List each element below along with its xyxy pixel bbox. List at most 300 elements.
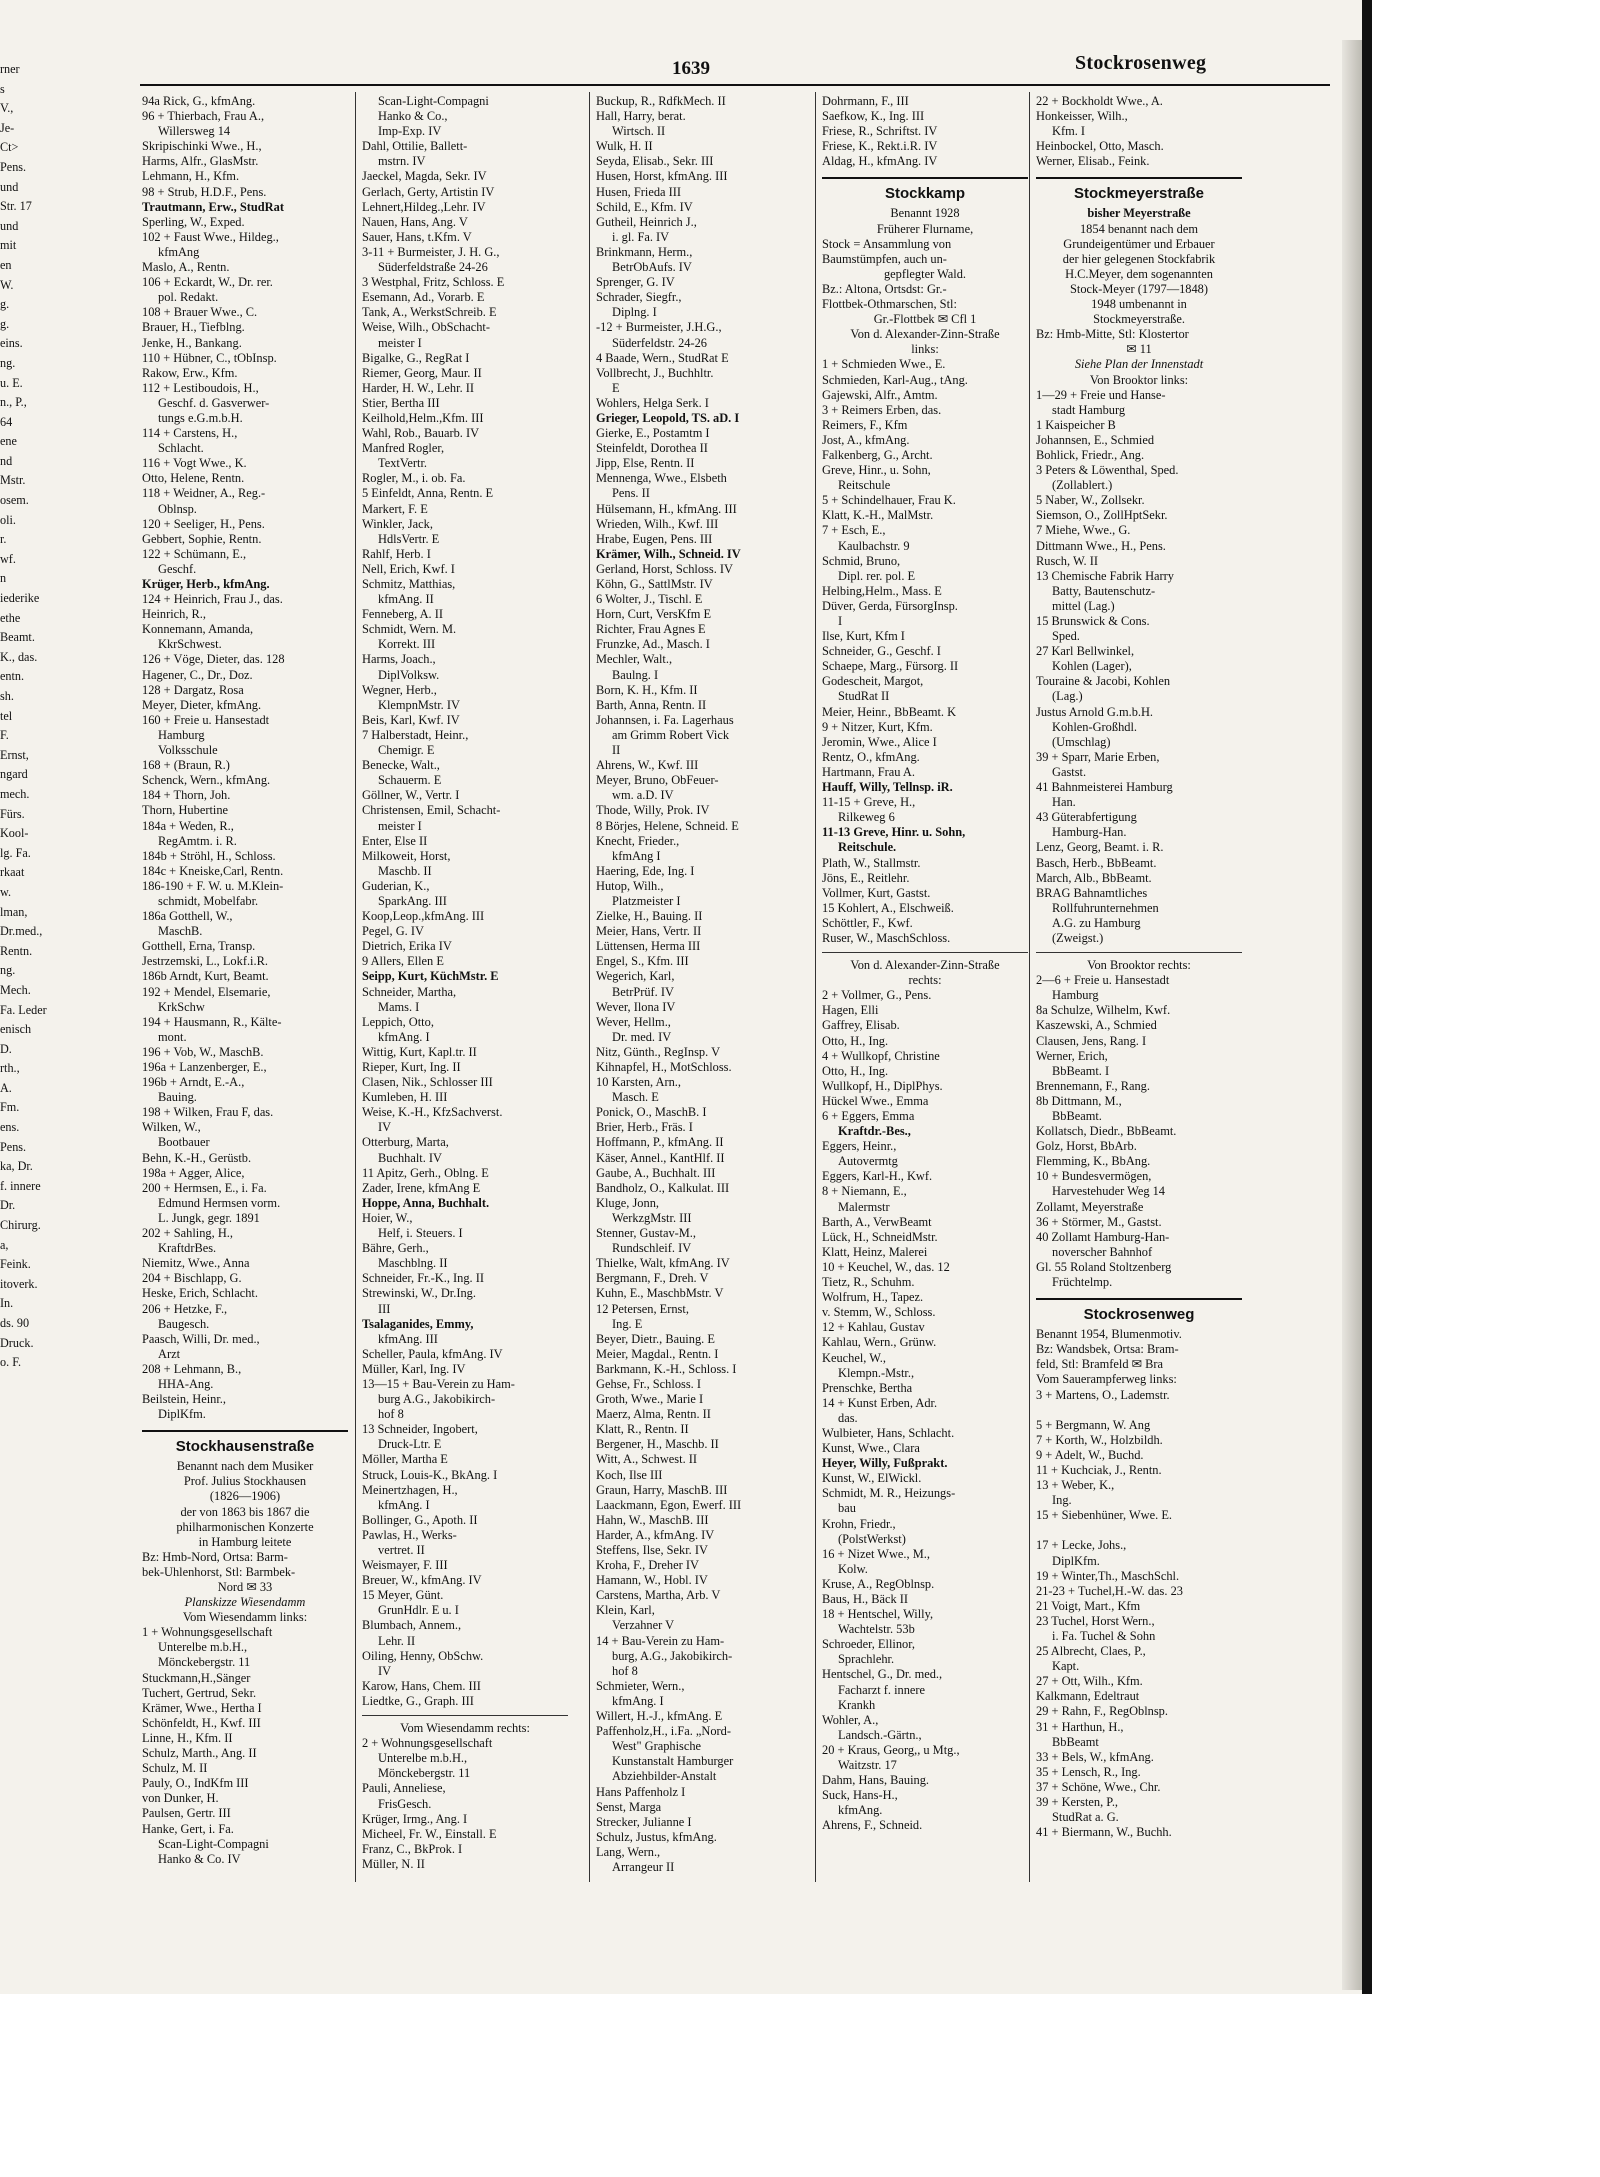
directory-line: Frunzke, Ad., Masch. I bbox=[596, 637, 710, 652]
directory-line: 33 + Bels, W., kfmAng. bbox=[1036, 1749, 1154, 1764]
edge-fragment: ethe bbox=[0, 610, 21, 625]
directory-line: Hoffmann, P., kfmAng. II bbox=[596, 1135, 724, 1150]
edge-fragment: ds. 90 bbox=[0, 1316, 30, 1330]
directory-line: Käser, Annel., KantHlf. II bbox=[596, 1150, 725, 1165]
directory-line: 6 + Eggers, Emma bbox=[822, 1109, 915, 1123]
edge-fragment: w. bbox=[0, 884, 12, 899]
directory-line: Jestrzemski, L., Lokf.i.R. bbox=[142, 954, 268, 969]
directory-line: Imp-Exp. IV bbox=[378, 124, 442, 139]
directory-line: Wever, Ilona IV bbox=[596, 999, 676, 1014]
directory-line: 10 + Keuchel, W., das. 12 bbox=[822, 1259, 950, 1274]
directory-line: Flemming, K., BbAng. bbox=[1036, 1154, 1151, 1169]
directory-line: Hückel Wwe., Emma bbox=[822, 1093, 929, 1108]
directory-line: Mönckebergstr. 11 bbox=[378, 1766, 471, 1781]
directory-line: 20 + Kraus, Georg,, u Mtg., bbox=[822, 1742, 960, 1757]
directory-line: Kihnapfel, H., MotSchloss. bbox=[596, 1060, 732, 1074]
directory-line: Graun, Harry, MaschB. III bbox=[596, 1482, 728, 1497]
edge-fragment: n bbox=[0, 571, 7, 586]
directory-line: Hartmann, Frau A. bbox=[822, 764, 915, 779]
edge-fragment: Beamt. bbox=[0, 630, 35, 645]
edge-fragment: g. bbox=[0, 297, 10, 312]
directory-line: Breuer, W., kfmAng. IV bbox=[362, 1573, 482, 1588]
directory-line: Kunst, W., ElWickl. bbox=[822, 1471, 922, 1486]
directory-line: (1826—1906) bbox=[209, 1489, 281, 1504]
directory-line: FrisGesch. bbox=[378, 1796, 432, 1811]
directory-line: Krankh bbox=[838, 1697, 876, 1712]
edge-fragment: K., das. bbox=[0, 649, 38, 664]
edge-fragment: V., bbox=[0, 101, 14, 116]
directory-line: Benecke, Walt., bbox=[362, 758, 440, 773]
directory-line: 5 Einfeldt, Anna, Rentn. E bbox=[362, 486, 494, 501]
directory-line: ✉ 11 bbox=[1126, 342, 1152, 357]
directory-line: Lüttensen, Herma III bbox=[596, 939, 701, 954]
directory-line: Rilkeweg 6 bbox=[838, 810, 895, 825]
directory-line: 192 + Mendel, Elsemarie, bbox=[142, 984, 271, 999]
directory-line: 16 + Nizet Wwe., M., bbox=[822, 1546, 930, 1561]
directory-line: Born, K. H., Kfm. II bbox=[596, 682, 698, 697]
directory-line: Han. bbox=[1052, 795, 1076, 810]
edge-fragment: sh. bbox=[0, 689, 14, 703]
page-edge-shadow bbox=[1342, 40, 1362, 1990]
directory-line: 15 + Siebenhüner, Wwe. E. bbox=[1036, 1508, 1172, 1523]
directory-column-2 bbox=[362, 94, 568, 1872]
directory-line: Schenck, Wern., kfmAng. bbox=[142, 773, 271, 788]
edge-fragment: g. bbox=[0, 316, 10, 331]
edge-fragment: W. bbox=[0, 277, 14, 292]
directory-line: Barth, Anna, Rentn. II bbox=[596, 697, 707, 712]
directory-line: 1 + Wohnungsgesellschaft bbox=[142, 1625, 273, 1640]
directory-line: L. Jungk, gegr. 1891 bbox=[158, 1210, 260, 1225]
edge-fragment: Ct> bbox=[0, 140, 19, 155]
street-heading: Stockrosenweg bbox=[1036, 1298, 1242, 1323]
directory-line: Steinfeldt, Dorothea II bbox=[596, 441, 708, 456]
directory-line: Kahlau, Wern., Grünw. bbox=[822, 1335, 937, 1350]
edge-fragment: lman, bbox=[0, 904, 28, 919]
directory-line: Ilse, Kurt, Kfm I bbox=[822, 629, 905, 644]
directory-line: Lang, Wern., bbox=[596, 1844, 661, 1859]
directory-line: kfmAng. II bbox=[378, 592, 434, 607]
edge-fragment: ka, Dr. bbox=[0, 1159, 33, 1174]
directory-line: Hamann, W., Hobl. IV bbox=[596, 1573, 708, 1588]
directory-line: Druck-Ltr. E bbox=[378, 1437, 442, 1452]
directory-line: Schmieter, Wern., bbox=[596, 1678, 685, 1693]
directory-line: TextVertr. bbox=[378, 456, 428, 471]
directory-line: bau bbox=[838, 1501, 856, 1516]
directory-line: 3 + Martens, O., Lademstr. bbox=[1036, 1387, 1170, 1402]
directory-line: Benannt nach dem Musiker bbox=[176, 1459, 314, 1474]
directory-line: kfmAng I bbox=[612, 848, 661, 863]
directory-line: 2 + Wohnungsgesellschaft bbox=[362, 1736, 493, 1751]
directory-line: BbBeamt bbox=[1052, 1734, 1099, 1749]
directory-line: Knecht, Frieder., bbox=[596, 833, 680, 848]
directory-line: 1854 benannt nach dem bbox=[1079, 221, 1199, 236]
directory-line: KrkSchw bbox=[158, 999, 205, 1014]
edge-fragment: Mstr. bbox=[0, 473, 26, 488]
directory-line: Kaszewski, A., Schmied bbox=[1036, 1018, 1157, 1033]
directory-line: Bz.: Altona, Ortsdst: Gr.- bbox=[822, 281, 947, 296]
directory-line: 108 + Brauer Wwe., C. bbox=[142, 305, 258, 320]
directory-line: Groth, Wwe., Marie I bbox=[596, 1392, 704, 1407]
directory-line: 9 + Nitzer, Kurt, Kfm. bbox=[822, 719, 933, 734]
edge-fragment: s bbox=[0, 81, 5, 96]
directory-line: 40 Zollamt Hamburg-Han- bbox=[1036, 1229, 1170, 1244]
directory-line: Kroha, F., Dreher IV bbox=[596, 1558, 699, 1573]
edge-fragment: Rentn. bbox=[0, 943, 33, 958]
directory-line: Bootbauer bbox=[158, 1135, 210, 1150]
directory-line: Landsch.-Gärtn., bbox=[838, 1727, 922, 1742]
directory-line: Schaepe, Marg., Fürsorg. II bbox=[822, 659, 959, 674]
directory-line: Krohn, Friedr., bbox=[822, 1516, 896, 1531]
directory-line: 31 + Harthun, H., bbox=[1036, 1719, 1124, 1734]
directory-line: Fenneberg, A. II bbox=[362, 607, 443, 622]
directory-line: Malermstr bbox=[838, 1199, 890, 1214]
directory-line: Plath, W., Stallmstr. bbox=[822, 855, 921, 870]
edge-fragment: iederike bbox=[0, 591, 40, 606]
directory-line: 2 + Vollmer, G., Pens. bbox=[822, 988, 932, 1003]
directory-line: BetrObAufs. IV bbox=[612, 260, 692, 275]
directory-line: Strewinski, W., Dr.Ing. bbox=[362, 1286, 476, 1301]
directory-line: kfmAng. III bbox=[378, 1331, 438, 1346]
directory-line: 43 Güterabfertigung bbox=[1036, 810, 1137, 825]
directory-line: Nell, Erich, Kwf. I bbox=[362, 561, 455, 576]
directory-line: der von 1863 bis 1867 die bbox=[180, 1504, 310, 1519]
directory-line: 7 Miehe, Wwe., G. bbox=[1036, 523, 1131, 538]
edge-fragment: Pens. bbox=[0, 1139, 27, 1154]
directory-line: Eggers, Heinr., bbox=[822, 1139, 897, 1154]
directory-line: i. gl. Fa. IV bbox=[612, 229, 670, 244]
directory-line: Schulz, M. II bbox=[142, 1761, 208, 1776]
directory-line: Beyer, Dietr., Bauing. E bbox=[596, 1331, 715, 1346]
directory-line: March, Alb., BbBeamt. bbox=[1036, 870, 1152, 885]
directory-line: 120 + Seeliger, H., Pens. bbox=[142, 516, 265, 531]
directory-line: Krämer, Wwe., Hertha I bbox=[142, 1700, 262, 1715]
directory-line: Oblnsp. bbox=[158, 501, 197, 516]
directory-line: 27 Karl Bellwinkel, bbox=[1036, 644, 1135, 659]
directory-line: Aldag, H., kfmAng. IV bbox=[822, 154, 938, 169]
page-number: 1639 bbox=[672, 58, 710, 79]
directory-line: Clasen, Nik., Schlosser III bbox=[362, 1075, 493, 1090]
directory-line: 13 Chemische Fabrik Harry bbox=[1036, 568, 1174, 583]
directory-line: Oiling, Henny, ObSchw. bbox=[362, 1648, 484, 1663]
directory-line: 1 Kaispeicher B bbox=[1036, 417, 1116, 432]
edge-fragment: enisch bbox=[0, 1022, 32, 1037]
directory-line: Hanko & Co. IV bbox=[158, 1851, 241, 1866]
directory-line: Unterelbe m.b.H., bbox=[378, 1751, 468, 1766]
directory-line: Bigalke, G., RegRat I bbox=[362, 350, 470, 365]
directory-line: E bbox=[612, 380, 620, 395]
directory-line: Gebbert, Sophie, Rentn. bbox=[142, 531, 262, 546]
directory-line: Helf, i. Steuers. I bbox=[378, 1226, 463, 1241]
directory-line: Göllner, W., Vertr. I bbox=[362, 788, 460, 803]
directory-line: Tuchert, Gertrud, Sekr. bbox=[142, 1685, 257, 1700]
directory-line: Pawlas, H., Werks- bbox=[362, 1527, 457, 1542]
directory-line: Hahn, W., MaschB. III bbox=[596, 1512, 709, 1527]
directory-line: Harvestehuder Weg 14 bbox=[1052, 1184, 1166, 1199]
directory-line: 39 + Sparr, Marie Erben, bbox=[1036, 749, 1160, 764]
directory-line: Johannsen, E., Schmied bbox=[1036, 432, 1155, 447]
directory-line: Markert, F. E bbox=[362, 501, 428, 516]
directory-line: Kaulbachstr. 9 bbox=[838, 538, 910, 553]
directory-line: Bandholz, O., Kalkulat. III bbox=[596, 1180, 730, 1195]
directory-line: Arzt bbox=[158, 1346, 181, 1361]
directory-line: Kalkmann, Edeltraut bbox=[1036, 1689, 1140, 1704]
directory-line: Waitzstr. 17 bbox=[838, 1758, 897, 1773]
directory-line: Pegel, G. IV bbox=[362, 924, 424, 939]
directory-line: 35 + Lensch, R., Ing. bbox=[1036, 1764, 1141, 1779]
directory-line: Bz: Hmb-Mitte, Stl: Klostertor bbox=[1036, 327, 1189, 342]
directory-line: Mams. I bbox=[378, 999, 420, 1014]
directory-line: Wahl, Rob., Bauarb. IV bbox=[362, 426, 480, 441]
directory-line: 110 + Hübner, C., tObInsp. bbox=[142, 350, 277, 365]
directory-line: Gastst. bbox=[1052, 764, 1087, 779]
directory-line: 206 + Hetzke, F., bbox=[142, 1301, 228, 1316]
directory-line: BRAG Bahnamtliches bbox=[1036, 885, 1148, 900]
directory-line: Beilstein, Heinr., bbox=[142, 1392, 226, 1407]
directory-line: Ing. bbox=[1052, 1493, 1072, 1508]
directory-line: Kunstanstalt Hamburger bbox=[612, 1754, 734, 1769]
directory-line: Gerland, Horst, Schloss. IV bbox=[596, 561, 733, 576]
directory-line: 23 Tuchel, Horst Wern., bbox=[1036, 1613, 1155, 1628]
directory-line: 184a + Weden, R., bbox=[142, 818, 234, 833]
directory-line: Meier, Heinr., BbBeamt. K bbox=[822, 704, 957, 719]
directory-line: 8 + Niemann, E., bbox=[822, 1184, 907, 1199]
directory-line: Schmieden, Karl-Aug., tAng. bbox=[822, 372, 968, 387]
directory-line: Bohlick, Friedr., Ang. bbox=[1036, 447, 1145, 462]
directory-line: Sprachlehr. bbox=[838, 1652, 895, 1667]
directory-line: Maerz, Alma, Rentn. II bbox=[596, 1407, 711, 1422]
directory-line: 5 + Bergmann, W. Ang bbox=[1036, 1417, 1151, 1432]
directory-line: 15 Kohlert, A., Elschweiß. bbox=[822, 900, 954, 915]
directory-line: links: bbox=[911, 342, 939, 357]
directory-line: Schneider, Martha, bbox=[362, 984, 457, 999]
directory-line: noverscher Bahnhof bbox=[1052, 1244, 1153, 1259]
directory-line: Volksschule bbox=[158, 743, 218, 758]
directory-line: Vom Sauerampferweg links: bbox=[1036, 1372, 1177, 1387]
directory-line: Von Brooktor rechts: bbox=[1087, 958, 1191, 973]
directory-line: 27 + Ott, Wilh., Kfm. bbox=[1036, 1674, 1143, 1689]
directory-line: Meier, Hans, Vertr. II bbox=[596, 924, 702, 939]
directory-line: 29 + Rahn, F., RegOblnsp. bbox=[1036, 1704, 1168, 1719]
directory-line: 122 + Schümann, E., bbox=[142, 546, 247, 561]
directory-line: Brinkmann, Herm., bbox=[596, 244, 693, 259]
directory-line: RegAmtm. i. R. bbox=[158, 833, 237, 848]
directory-line: Saefkow, K., Ing. III bbox=[822, 109, 925, 124]
directory-line: mont. bbox=[158, 1029, 187, 1044]
directory-line: Pauly, O., IndKfm III bbox=[142, 1776, 249, 1791]
directory-line: 200 + Hermsen, E., i. Fa. bbox=[142, 1180, 267, 1195]
directory-line: Touraine & Jacobi, Kohlen bbox=[1036, 674, 1171, 689]
directory-line: Wohler, A., bbox=[822, 1712, 879, 1727]
directory-line: Rundschleif. IV bbox=[612, 1241, 692, 1256]
edge-fragment: r. bbox=[0, 532, 7, 547]
directory-line: 126 + Vöge, Dieter, das. 128 bbox=[142, 652, 285, 667]
directory-line: Schlacht. bbox=[158, 441, 204, 456]
directory-line: 13—15 + Bau-Verein zu Ham- bbox=[362, 1376, 515, 1391]
directory-line: H.C.Meyer, dem sogenannten bbox=[1065, 266, 1213, 281]
directory-line: Karow, Hans, Chem. III bbox=[362, 1678, 481, 1693]
directory-line: Golz, Horst, BbArb. bbox=[1036, 1139, 1137, 1154]
directory-line: meister I bbox=[378, 335, 422, 350]
directory-line: IV bbox=[378, 1120, 392, 1135]
directory-line: hof 8 bbox=[378, 1407, 404, 1422]
directory-line: Hamburg bbox=[158, 727, 205, 742]
directory-line: Schulz, Marth., Ang. II bbox=[142, 1746, 257, 1761]
edge-fragment: mech. bbox=[0, 786, 30, 801]
directory-line: Wittig, Kurt, Kapl.tr. II bbox=[362, 1044, 477, 1059]
directory-line: Von d. Alexander-Zinn-Straße bbox=[850, 958, 1000, 973]
directory-line: Thielke, Walt, kfmAng. IV bbox=[596, 1256, 730, 1271]
directory-line: Basch, Herb., BbBeamt. bbox=[1036, 855, 1157, 870]
directory-line: IV bbox=[378, 1663, 392, 1678]
directory-line: Grieger, Leopold, TS. aD. I bbox=[596, 410, 740, 425]
column-divider bbox=[815, 92, 816, 1882]
directory-line: Zollamt, Meyerstraße bbox=[1036, 1199, 1144, 1214]
directory-line: bek-Uhlenhorst, Stl: Barmbek- bbox=[142, 1564, 296, 1579]
edge-fragment: o. F. bbox=[0, 1355, 22, 1370]
directory-line: Schönfeldt, H., Kwf. III bbox=[142, 1715, 261, 1730]
directory-line: Reimers, F., Kfm bbox=[822, 417, 908, 432]
directory-line: Gutheil, Heinrich J., bbox=[596, 214, 697, 229]
directory-line: 184b + Ströhl, H., Schloss. bbox=[142, 848, 276, 863]
edge-fragment: ng. bbox=[0, 963, 16, 978]
directory-line: 13 + Weber, K., bbox=[1036, 1478, 1115, 1493]
directory-line: 5 Naber, W., Zollsekr. bbox=[1036, 493, 1145, 508]
edge-fragment: Pens. bbox=[0, 159, 27, 174]
directory-line: Rusch, W. II bbox=[1036, 553, 1098, 568]
directory-line: Wrieden, Wilh., Kwf. III bbox=[596, 516, 719, 531]
directory-line: Müller, Karl, Ing. IV bbox=[362, 1361, 466, 1376]
directory-line: Schulz, Justus, kfmAng. bbox=[596, 1829, 717, 1844]
directory-line: A.G. zu Hamburg bbox=[1052, 915, 1141, 930]
directory-line: Hagener, C., Dr., Doz. bbox=[142, 667, 253, 682]
directory-line: HHA-Ang. bbox=[158, 1376, 214, 1391]
directory-line: Weise, Wilh., ObSchacht- bbox=[362, 320, 491, 335]
directory-line: Brennemann, F., Rang. bbox=[1036, 1078, 1150, 1093]
directory-line: Siemson, O., ZollHptSekr. bbox=[1036, 508, 1168, 523]
directory-line: Hülsemann, H., kfmAng. III bbox=[596, 501, 737, 516]
directory-line: Thorn, Hubertine bbox=[142, 803, 229, 818]
directory-line: 204 + Bischlapp, G. bbox=[142, 1271, 242, 1286]
directory-line: das. bbox=[838, 1410, 858, 1425]
directory-line: Gaffrey, Elisab. bbox=[822, 1018, 900, 1033]
directory-line: kfmAng. I bbox=[378, 1497, 430, 1512]
directory-line: -12 + Burmeister, J.H.G., bbox=[596, 320, 722, 335]
directory-line bbox=[1036, 1403, 1242, 1418]
edge-fragment: Ernst, bbox=[0, 747, 29, 762]
directory-line: Paffenholz,H., i.Fa. „Nord- bbox=[596, 1724, 732, 1739]
directory-line: Meyer, Bruno, ObFeuer- bbox=[596, 773, 719, 788]
edge-fragment: tel bbox=[0, 708, 13, 723]
directory-line: Schmid, Bruno, bbox=[822, 553, 901, 568]
directory-line: Köhn, G., SattlMstr. IV bbox=[596, 577, 713, 591]
directory-line: Nitz, Günth., RegInsp. V bbox=[596, 1044, 721, 1059]
directory-line: Scheller, Paula, kfmAng. IV bbox=[362, 1346, 503, 1361]
directory-line: Sprenger, G. IV bbox=[596, 275, 675, 290]
edge-fragment: Kool- bbox=[0, 826, 29, 841]
directory-line: (Umschlag) bbox=[1052, 734, 1111, 749]
directory-line: 15 Meyer, Günt. bbox=[362, 1588, 444, 1603]
directory-line: Krämer, Wilh., Schneid. IV bbox=[596, 546, 741, 561]
directory-line: 8 Börjes, Helene, Schneid. E bbox=[596, 818, 739, 833]
directory-column-5 bbox=[1036, 94, 1242, 1840]
directory-line: 186b Arndt, Kurt, Beamt. bbox=[142, 969, 269, 984]
edge-fragment: mit bbox=[0, 238, 17, 253]
edge-fragment: rkaat bbox=[0, 865, 25, 880]
directory-line: i. Fa. Tuchel & Sohn bbox=[1052, 1629, 1156, 1643]
directory-line: 116 + Vogt Wwe., K. bbox=[142, 456, 247, 471]
edge-fragment: Dr. bbox=[0, 1198, 16, 1213]
directory-line: Steffens, Ilse, Sekr. IV bbox=[596, 1543, 708, 1557]
edge-fragment: In. bbox=[0, 1296, 14, 1311]
directory-line: meister I bbox=[378, 818, 422, 833]
directory-line: Skripischinki Wwe., H., bbox=[142, 139, 262, 154]
directory-line: Ponick, O., MaschB. I bbox=[596, 1105, 707, 1120]
directory-line: kfmAng bbox=[158, 244, 200, 259]
directory-line: Godescheit, Margot, bbox=[822, 674, 924, 689]
directory-line: Lehr. II bbox=[378, 1633, 416, 1648]
directory-line: Von Brooktor links: bbox=[1089, 372, 1189, 387]
directory-line: 21 Voigt, Mart., Kfm bbox=[1036, 1598, 1141, 1613]
directory-line: Greve, Hinr., u. Sohn, bbox=[822, 463, 931, 478]
directory-line: 2—6 + Freie u. Hansestadt bbox=[1036, 973, 1170, 988]
edge-fragment: und bbox=[0, 218, 19, 233]
directory-column-3 bbox=[596, 94, 802, 1875]
directory-line: 1948 umbenannt in bbox=[1091, 297, 1187, 312]
directory-line: Kluge, Jonn, bbox=[596, 1195, 659, 1210]
directory-line: Grundeigentümer und Erbauer bbox=[1063, 236, 1215, 251]
directory-line: Gehse, Fr., Schloss. I bbox=[596, 1376, 701, 1391]
directory-line: Stockmeyerstraße. bbox=[1093, 312, 1185, 327]
directory-line: Harder, H. W., Lehr. II bbox=[362, 380, 475, 395]
directory-line: Klein, Karl, bbox=[596, 1603, 655, 1618]
directory-line: Gierke, E., Postamtm I bbox=[596, 426, 710, 441]
section-divider bbox=[822, 952, 1028, 953]
directory-line: Dahm, Hans, Bauing. bbox=[822, 1773, 930, 1788]
directory-line: Süderfeldstr. 24-26 bbox=[612, 335, 707, 350]
directory-line: Benannt 1954, Blumenmotiv. bbox=[1036, 1327, 1182, 1342]
directory-line: (Zollablert.) bbox=[1052, 478, 1113, 493]
directory-line: Schroeder, Ellinor, bbox=[822, 1637, 915, 1652]
directory-line: Dittmann Wwe., H., Pens. bbox=[1036, 538, 1166, 553]
directory-line: Hoier, W., bbox=[362, 1210, 413, 1225]
directory-line: Kfm. I bbox=[1052, 124, 1086, 139]
edge-fragment: Fm. bbox=[0, 1100, 20, 1115]
directory-line: 106 + Eckardt, W., Dr. rer. bbox=[142, 275, 273, 290]
directory-line: 186a Gotthell, W., bbox=[142, 909, 233, 924]
directory-line: Vom Wiesendamm rechts: bbox=[400, 1721, 530, 1736]
directory-line: Buckup, R., RdfkMech. II bbox=[596, 94, 726, 108]
directory-line: Bollinger, G., Apoth. II bbox=[362, 1512, 478, 1527]
directory-line: 39 + Kersten, P., bbox=[1036, 1795, 1119, 1810]
directory-line: Maslo, A., Rentn. bbox=[142, 260, 230, 275]
directory-line: Kuhn, E., MaschbMstr. V bbox=[596, 1286, 724, 1301]
directory-line: Willersweg 14 bbox=[158, 124, 231, 139]
directory-line: rechts: bbox=[908, 973, 942, 988]
directory-line: Seipp, Kurt, KüchMstr. E bbox=[362, 969, 499, 984]
directory-line: Wever, Hellm., bbox=[596, 1014, 671, 1029]
directory-line: Bergmann, F., Dreh. V bbox=[596, 1271, 709, 1286]
directory-line: Jeromin, Wwe., Alice I bbox=[822, 734, 937, 749]
directory-line: 12 Petersen, Ernst, bbox=[596, 1301, 689, 1316]
directory-line: Helbing,Helm., Mass. E bbox=[822, 583, 942, 598]
directory-line: 168 + (Braun, R.) bbox=[142, 758, 230, 773]
directory-line: Kunst, Wwe., Clara bbox=[822, 1441, 920, 1456]
directory-line: Hamburg bbox=[1052, 988, 1099, 1003]
directory-line: mstrn. IV bbox=[378, 154, 426, 169]
directory-line: Geschf. bbox=[158, 561, 197, 576]
directory-line: 184c + Kneiske,Carl, Rentn. bbox=[142, 863, 284, 878]
directory-line: Schauerm. E bbox=[378, 773, 442, 788]
